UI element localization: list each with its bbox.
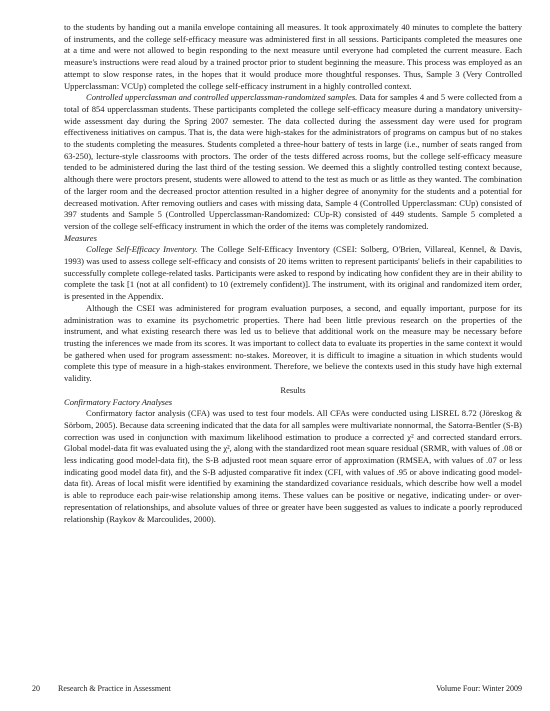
- article-body: [64, 22, 522, 525]
- paragraph-csei-purpose: Although the CSEI was administered for program evaluation purposes, a second, and equally important, purpose for its administration was to examine its psychometric properties. There had been little previous research on the properties of the instrument, and what existing research there was led us to believe that additional work on the measure may be necessary before trusting the inferences we made from its scores. It was important to collect data to evaluate its properties in the same context it would be gathered when used for program assessment: no-stakes. Moreover, it is difficult to imagine a situation in which students would complete this type of measure in a high-stakes environment. Therefore, we believe the contexts used in this study have high external validity.: [64, 302, 522, 384]
- run-in-heading-csei: College Self-Efficacy Inventory.: [86, 244, 198, 255]
- paragraph-csei-text: The College Self-Efficacy Inventory (CSEI: Solberg, O'Brien, Villareal, Kennel, & Davis, 1993) was used to assess college self-efficacy and consists of 20 items written to represent participants' beliefs in their capabilities to successfully complete college-related tasks. Participants were asked to respond by indicating how confident they are in their ability to complete the task [1 (not at all confident) to 10 (extremely confident)]. The instrument, with its original and randomized item order, is presented in the Appendix.: [64, 244, 522, 302]
- page-number: 20: [32, 684, 40, 693]
- section-heading-results: Results: [280, 384, 306, 395]
- paragraph-cfa: Confirmatory factor analysis (CFA) was used to test four models. All CFAs were conducted using LISREL 8.72 (Jöreskog & Sörbom, 2005). Because data screening indicated that the data for all samples were multivariate nonnormal, the Satorra-Bentler (S-B) correction was used in conjunction with maximum likelihood estimation to produce a corrected χ² and corrected standard errors. Global model-data fit was evaluated using the χ², along with the standardized root mean square residual (SRMR, with values of .08 or less indicating good model-data fit), the S-B adjusted root mean square error of approximation (RMSEA, with values of .07 or less indicating good model data fit), and the S-B adjusted comparative fit index (CFI, with values of .95 or above indicating good model-data fit). Areas of local misfit were identified by examining the standardized covariance residuals, which describe how well a model is able to reproduce each pair-wise relationship among items. These values can be positive or negative, indicating under- or over-representation of relationships, and absolute values of three or greater have been suggested as values to indicate a poorly reproduced relationship (Raykov & Marcoulides, 2000).: [64, 408, 522, 524]
- volume-info: Volume Four: Winter 2009: [436, 684, 522, 693]
- run-in-heading-samples: Controlled upperclassman and controlled upperclassman-randomized samples.: [86, 92, 358, 103]
- paragraph-csei: [64, 244, 522, 303]
- section-heading-measures: Measures: [64, 232, 97, 243]
- paragraph-samples-4-5: [64, 92, 522, 232]
- section-heading-cfa: Confirmatory Factory Analyses: [64, 396, 173, 407]
- page-footer: [32, 684, 522, 693]
- paragraph-procedure-sample3: to the students by handing out a manila envelope containing all measures. It took approximately 40 minutes to complete the battery of instruments, and the college self-efficacy measure was administered first in all sessions. Participants completed the measures one at a time and were not allowed to begin responding to the next measure until everyone had completed the current measure. Each measure's instructions were read aloud by a trained proctor prior to student beginning the measure. This process was employed as an attempt to slow response rates, in the hopes that it would produce more thoughtful responses. Thus, Sample 3 (Very Controlled Upperclassman: VCUp) completed the college self-efficacy instrument in a highly controlled context.: [64, 22, 522, 91]
- paragraph-samples-4-5-text: Data for samples 4 and 5 were collected from a total of 854 upperclassman students. These participants completed the college self-efficacy measure during a mandatory university-wide assessment day during the Spring 2007 semester. The data collected during the assessment day were used for program effectiveness initiatives on campus. That is, the data were high-stakes for the administrators of programs on campus but of no stakes to the students completing the measures. Students completed a three-hour battery of tests in large (i.e., number of seats ranged from 63-250), lecture-style classrooms with proctors. The order of the tests differed across rooms, but the college self-efficacy measure tended to be administered during the last third of the testing session. We deemed this a slightly controlled testing context because, although there were proctors present, students were allowed to attend to the test as much or as little as they wanted. The combination of the larger room and the decreased proctor attention resulted in a higher degree of anonymity for the students and a potential for decreased motivation. After removing outliers and cases with missing data, Sample 4 (Controlled Upperclassman: CUp) consisted of 397 students and Sample 5 (Controlled Upperclassman-Randomized: CUp-R) consisted of 449 students. Sample 5 completed a version of the college self-efficacy instrument in which the order of the items was completely randomized.: [64, 92, 522, 231]
- journal-name: Research & Practice in Assessment: [58, 684, 171, 693]
